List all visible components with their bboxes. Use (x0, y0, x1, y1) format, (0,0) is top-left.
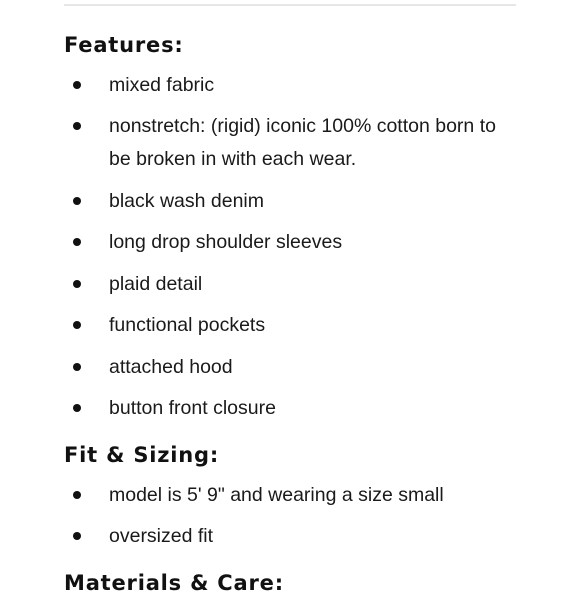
list-item-text: black wash denim (109, 189, 264, 212)
list-item (64, 110, 516, 176)
list-item (64, 69, 516, 102)
list-item-text: oversized fit (109, 525, 214, 547)
bullet-icon (73, 491, 81, 499)
bullet-icon (73, 532, 81, 540)
list-item (64, 479, 516, 512)
section-heading-fit-sizing: Fit & Sizing: (64, 443, 220, 467)
product-details (64, 30, 516, 598)
features-list (64, 69, 516, 426)
list-item (64, 185, 516, 218)
bullet-icon (73, 197, 81, 205)
bullet-icon (73, 321, 81, 329)
list-item-text: model is 5' 9" and wearing a size small (109, 483, 444, 506)
fit-sizing-section (64, 440, 516, 553)
bullet-icon (73, 404, 81, 412)
section-heading-materials-care: Materials & Care: (64, 571, 284, 595)
list-item-text: long drop shoulder sleeves (109, 231, 343, 253)
bullet-icon (73, 122, 81, 130)
list-item-text: mixed fabric (109, 73, 215, 96)
list-item-text: functional pockets (109, 314, 266, 336)
list-item-text: button front closure (109, 397, 276, 419)
bullet-icon (73, 238, 81, 246)
list-item (64, 392, 516, 425)
bullet-icon (73, 363, 81, 371)
features-section (64, 30, 516, 425)
materials-care-section (64, 568, 516, 598)
list-item (64, 268, 516, 301)
top-divider (64, 4, 516, 6)
list-item-text: plaid detail (109, 272, 203, 295)
fit-sizing-list (64, 479, 516, 554)
list-item (64, 520, 516, 553)
bullet-icon (73, 280, 81, 288)
list-item (64, 309, 516, 342)
bullet-icon (73, 81, 81, 89)
list-item (64, 226, 516, 259)
list-item (64, 351, 516, 384)
list-item-text: attached hood (109, 355, 233, 378)
list-item-text: nonstretch: (rigid) iconic 100% cotton born to be broken in with each wear. (109, 115, 496, 170)
section-heading-features: Features: (64, 33, 184, 57)
